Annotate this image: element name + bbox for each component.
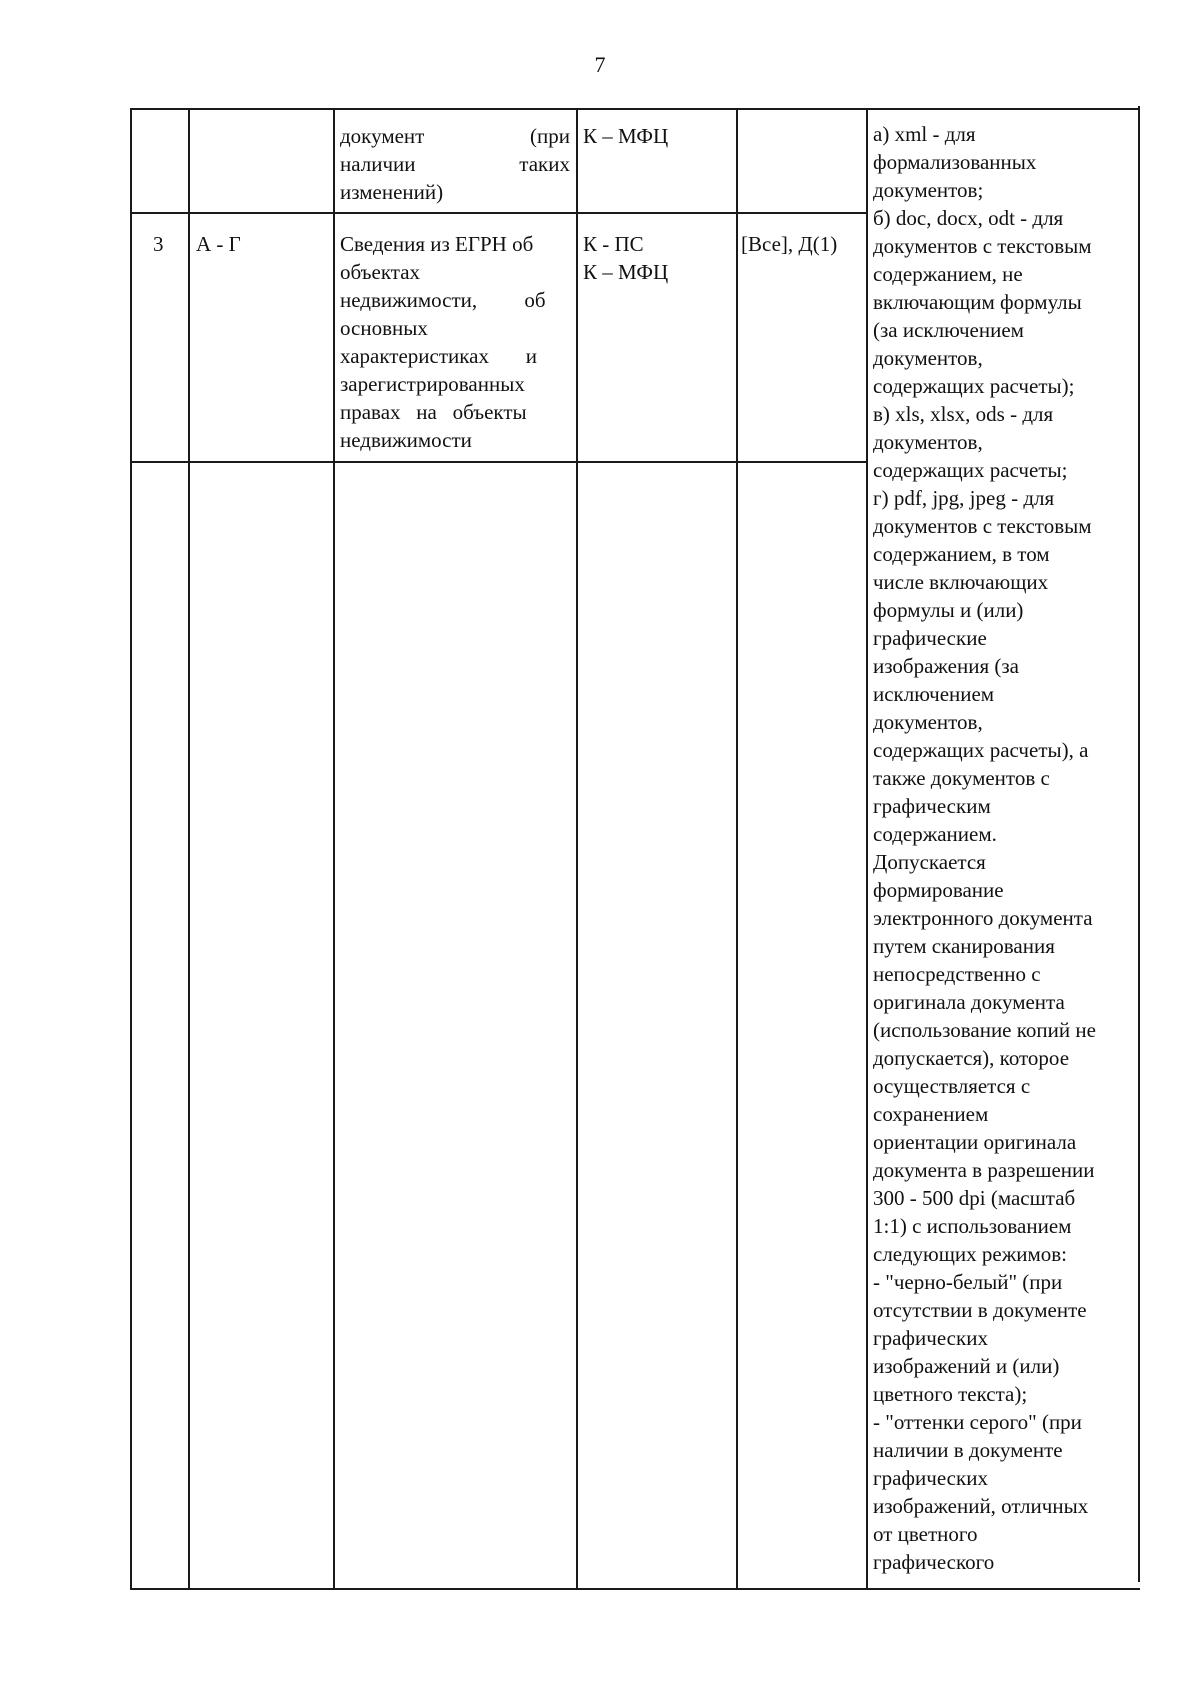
row-top-text-1a: документ xyxy=(340,124,425,148)
desc-line-7: правах на объекты xyxy=(340,400,527,424)
desc-line-1: Сведения из ЕГРН об xyxy=(340,232,534,256)
row-top-text-2a: наличии xyxy=(340,152,416,176)
authority-line-2: К – МФЦ xyxy=(583,260,669,284)
col-line-3 xyxy=(576,108,578,1590)
table-border-top xyxy=(130,108,1138,110)
row-top-authority-cell: К – МФЦ xyxy=(583,124,669,148)
page-number: 7 xyxy=(594,52,606,77)
row-top-document-cell xyxy=(340,122,570,206)
row-number-cell: 3 xyxy=(153,232,164,256)
desc-line-3: недвижимости, об xyxy=(340,288,546,312)
col-line-0 xyxy=(130,108,132,1590)
col-line-2 xyxy=(333,108,335,1590)
row-top-text-1b: (при xyxy=(530,124,570,148)
row-main-authority-cell xyxy=(583,230,668,286)
desc-line-6: зарегистрированных xyxy=(340,372,525,396)
row-main-description-cell xyxy=(340,230,570,454)
row-category-cell: А - Г xyxy=(196,232,241,256)
row-main-access-cell: [Все], Д(1) xyxy=(741,232,838,256)
desc-line-8: недвижимости xyxy=(340,428,472,452)
row-divider-1 xyxy=(130,212,867,214)
format-requirements-cell: а) xml - для формализованных документов; б) doc, docx, odt - для документов с текстовым содержанием, не включающим формулы (за исключением документов, содержащих расчеты); в) xls, xlsx, ods - для документов, содержащих расчеты; г) pdf, jpg, jpeg - для документов с текстовым содержанием, в том числе включающих формулы и (или) графические изображения (за исключением документов, содержащих расчеты), а также документов с графическим содержанием. Допускается формирование электронного документа путем сканирования непосредственно с оригинала документа (использование копий не допускается), которое осуществляется с сохранением ориентации оригинала документа в разрешении 300 - 500 dpi (масштаб 1:1) с использованием следующих режимов: - "черно-белый" (при отсутствии в документе графических изображений и (или) цветного текста); - "оттенки серого" (при наличии в документе графических изображений, отличных от цветного графического xyxy=(873,122,1096,1574)
row-top-text-3: изменений) xyxy=(340,180,444,204)
row-top-text-2b: таких xyxy=(519,152,570,176)
authority-line-1: К - ПС xyxy=(583,232,644,256)
row-divider-2 xyxy=(130,461,867,463)
col-line-1 xyxy=(188,108,190,1590)
col-line-5 xyxy=(866,108,868,1590)
table-border-bottom xyxy=(130,1588,1140,1590)
col-line-4 xyxy=(736,108,738,1590)
col-line-6 xyxy=(1138,106,1140,1582)
desc-line-4: основных xyxy=(340,316,428,340)
desc-line-5: характеристиках и xyxy=(340,344,537,368)
desc-line-2: объектах xyxy=(340,260,421,284)
